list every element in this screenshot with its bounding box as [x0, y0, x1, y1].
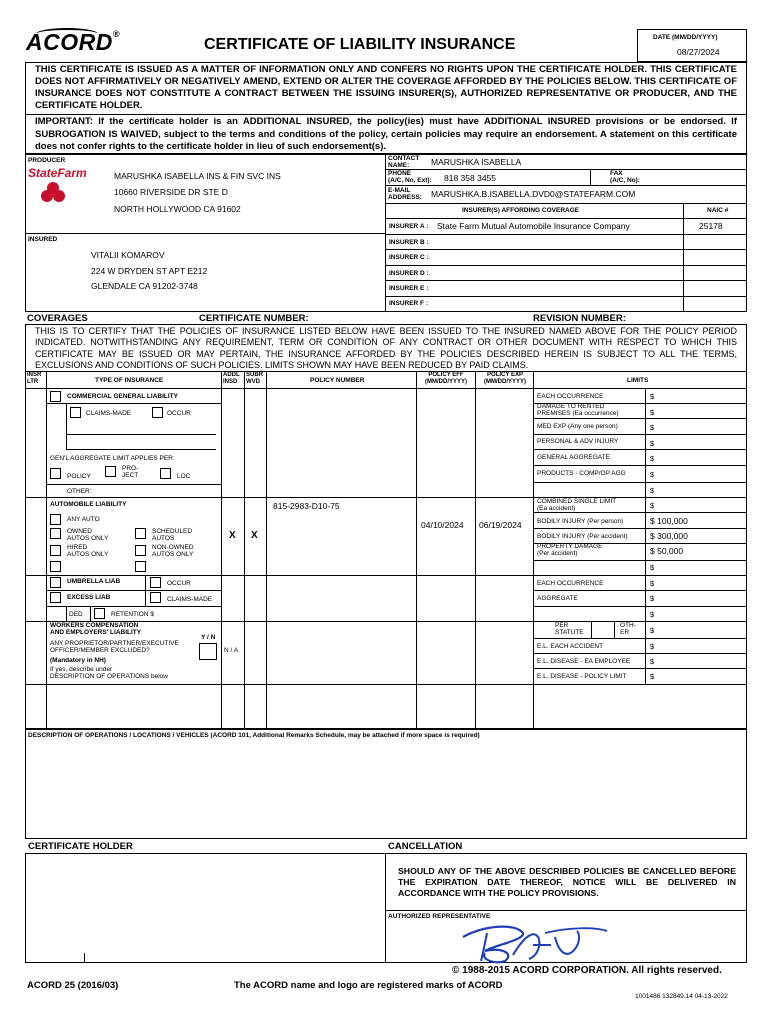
workers-yn-box[interactable]: [199, 643, 217, 660]
retention-checkbox[interactable]: [94, 608, 105, 619]
dollar-sign: $: [650, 610, 655, 619]
auto-addl-insd: X: [229, 530, 236, 541]
authorized-rep-label: AUTHORIZED REPRESENTATIVE: [388, 913, 491, 920]
th-policy-number: POLICY NUMBER: [310, 377, 365, 384]
dollar-sign: $: [650, 454, 655, 463]
dollar-sign: $: [650, 423, 655, 432]
insurer-c-label: INSURER C :: [389, 254, 429, 261]
limit-value-property-damage: $ 50,000: [650, 546, 684, 556]
insured-line2: 224 W DRYDEN ST APT E212: [91, 266, 208, 276]
insurer-e-label: INSURER E :: [389, 285, 429, 292]
coverages-intro: THIS IS TO CERTIFY THAT THE POLICIES OF INSURANCE LISTED BELOW HAVE BEEN ISSUED TO THE INSURED NAMED ABOVE FOR THE POLICY PERIOD INDICATED. NOTWITHSTANDING ANY REQUIREMENT, TERM OR CONDITION OF ANY CONTRACT OR OTHER DOCUMENT WITH RESPECT TO WHICH THIS CERTIFICATE MAY BE ISSUED OR MAY PERTAIN, THE INSURANCE AFFORDED BY THE POLICIES DESCRIBED HEREIN IS SUBJECT TO ALL THE TERMS, EXCLUSIONS AND CONDITIONS OF SUCH POLICIES. LIMITS SHOWN MAY HAVE BEEN REDUCED BY PAID CLAIMS.: [35, 326, 737, 371]
dollar-sign: $: [650, 501, 655, 510]
dollar-sign: $: [650, 579, 655, 588]
umbrella-aggregate: AGGREGATE: [537, 595, 578, 602]
statefarm-brand: StateFarm: [28, 166, 87, 180]
scheduled-autos-checkbox[interactable]: [135, 528, 146, 539]
umbrella-occur: OCCUR: [167, 580, 191, 587]
contact-email: MARUSHKA.B.ISABELLA.DVD0@STATEFARM.COM: [431, 189, 636, 199]
cgl-checkbox[interactable]: [50, 391, 61, 402]
occur-checkbox[interactable]: [152, 407, 163, 418]
notice-text: THIS CERTIFICATE IS ISSUED AS A MATTER OF INFORMATION ONLY AND CONFERS NO RIGHTS UPON THE CERTIFICATE HOLDER. THIS CERTIFICATE DOES NOT AFFIRMATIVELY OR NEGATIVELY AMEND, EXTEND OR ALTER THE COVERAGE AFFORDED BY THE POLICIES BELOW. THIS CERTIFICATE OF INSURANCE DOES NOT CONSTITUTE A CONTRACT BETWEEN THE ISSUING INSURER(S), AUTHORIZED REPRESENTATIVE OR PRODUCER, AND THE CERTIFICATE HOLDER.: [35, 64, 737, 111]
registered-marks: The ACORD name and logo are registered marks of ACORD: [234, 980, 503, 991]
producer-line1: MARUSHKA ISABELLA INS & FIN SVC INS: [114, 171, 281, 181]
limit-damage-rented: DAMAGE TO RENTED PREMISES (Ea occurrence): [537, 403, 619, 417]
limit-combined-single: COMBINED SINGLE LIMIT (Ea accident): [537, 498, 617, 512]
cgl-title: COMMERCIAL GENERAL LIABILITY: [67, 393, 178, 400]
agg-policy: POLICY: [67, 473, 91, 480]
insurer-a-name: State Farm Mutual Automobile Insurance Company: [437, 221, 630, 231]
producer-line2: 10660 RIVERSIDE DR STE D: [114, 187, 228, 197]
th-policy-exp: POLICY EXP (MM/DD/YYYY): [484, 372, 526, 385]
insurer-f-label: INSURER F :: [389, 300, 428, 307]
certificate-number-label: CERTIFICATE NUMBER:: [199, 313, 309, 324]
auto-subr-wvd: X: [251, 530, 258, 541]
umbrella-claims-checkbox[interactable]: [150, 592, 161, 603]
nonowned-autos-checkbox[interactable]: [135, 545, 146, 556]
producer-label: PRODUCER: [28, 157, 66, 164]
contact-name-label: CONTACT NAME:: [388, 155, 420, 169]
agg-project: PRO- JECT: [122, 465, 139, 479]
revision-number-label: REVISION NUMBER:: [533, 313, 626, 324]
limit-property-damage: PROPERTY DAMAGE (Per accident): [537, 543, 603, 557]
umbrella-checkbox[interactable]: [50, 577, 61, 588]
per-statute: PER STATUTE: [555, 622, 584, 636]
oth-er: OTH- ER: [620, 622, 636, 636]
contact-name: MARUSHKA ISABELLA: [431, 157, 522, 167]
workers-title: WORKERS COMPENSATION AND EMPLOYERS' LIABILITY: [50, 622, 142, 636]
insurer-b-label: INSURER B :: [389, 239, 429, 246]
auto-extra-checkbox-1[interactable]: [50, 561, 61, 572]
description-label: DESCRIPTION OF OPERATIONS / LOCATIONS / VEHICLES (ACORD 101, Additional Remarks Schedule, may be attached if more space is required): [28, 732, 480, 739]
insurers-header: INSURER(S) AFFORDING COVERAGE: [462, 207, 580, 214]
important-text: IMPORTANT: If the certificate holder is an ADDITIONAL INSURED, the policy(ies) must have ADDITIONAL INSURED provisions or be endorsed. If SUBROGATION IS WAIVED, subject to the terms and conditions of the policy, certain policies may require an endorsement. A statement on this certificate does not confer rights to the certificate holder in lieu of such endorsement(s).: [35, 116, 737, 152]
insured-line3: GLENDALE CA 91202-3748: [91, 281, 198, 291]
limit-bi-accident: BODILY INJURY (Per accident): [537, 533, 628, 540]
limit-value-bi-accident: $ 300,000: [650, 531, 688, 541]
insurer-a-label: INSURER A :: [389, 223, 429, 230]
insurer-a-naic: 25178: [699, 221, 723, 231]
dollar-sign: $: [650, 563, 655, 572]
insured-label: INSURED: [28, 236, 58, 243]
coverages-label: COVERAGES: [27, 313, 88, 324]
excess-liab: EXCESS LIAB: [67, 594, 111, 601]
th-type: TYPE OF INSURANCE: [95, 377, 164, 384]
limit-personal-adv: PERSONAL & ADV INJURY: [537, 438, 619, 445]
el-each-accident: E.L. EACH ACCIDENT: [537, 643, 604, 650]
limit-med-exp: MED EXP (Any one person): [537, 423, 618, 430]
description-box: [25, 729, 747, 839]
auto-policy-number: 815-2983-D10-75: [273, 501, 340, 511]
hired-autos-checkbox[interactable]: [50, 545, 61, 556]
auto-policy-eff: 04/10/2024: [421, 520, 464, 530]
acord-logo: ACORD®: [26, 29, 120, 55]
cgl-claims-made: CLAIMS-MADE: [86, 410, 132, 417]
statefarm-logo-icon: [40, 181, 66, 203]
insurer-d-label: INSURER D :: [389, 270, 429, 277]
form-number: ACORD 25 (2016/03): [27, 980, 119, 991]
limit-general-aggregate: GENERAL AGGREGATE: [537, 454, 610, 461]
producer-line3: NORTH HOLLYWOOD CA 91602: [114, 204, 241, 214]
naic-label: NAIC #: [707, 207, 729, 214]
footer-code: 1001486 132849.14 04-13-2022: [635, 993, 728, 1000]
el-disease-policy: E.L. DISEASE - POLICY LIMIT: [537, 673, 627, 680]
umbrella-ded: DED: [69, 611, 83, 618]
dollar-sign: $: [650, 626, 655, 635]
owned-autos: OWNED AUTOS ONLY: [67, 528, 109, 542]
limit-each-occurrence: EACH OCCURRENCE: [537, 393, 604, 400]
owned-autos-checkbox[interactable]: [50, 528, 61, 539]
date-value: 08/27/2024: [677, 47, 720, 57]
insured-line1: VITALII KOMAROV: [91, 250, 165, 260]
dollar-sign: $: [650, 392, 655, 401]
contact-fax-label: FAX (A/C, No):: [610, 170, 640, 184]
scheduled-autos: SCHEDULED AUTOS: [152, 528, 193, 542]
nonowned-autos: NON-OWNED AUTOS ONLY: [152, 544, 194, 558]
th-insr-ltr: INSR LTR: [27, 372, 42, 385]
dollar-sign: $: [650, 672, 655, 681]
dollar-sign: $: [650, 594, 655, 603]
certificate-holder-label: CERTIFICATE HOLDER: [28, 841, 133, 852]
th-subr-wvd: SUBR WVD: [246, 372, 264, 385]
gen-agg-label: GEN'L AGGREGATE LIMIT APPLIES PER:: [50, 455, 175, 462]
dollar-sign: $: [650, 470, 655, 479]
th-addl-insd: ADDL INSD: [223, 372, 240, 385]
umbrella-liab: UMBRELLA LIAB: [67, 578, 121, 585]
umbrella-occur-checkbox[interactable]: [150, 577, 161, 588]
workers-mandatory: (Mandatory in NH): [50, 657, 106, 664]
any-auto-checkbox[interactable]: [50, 514, 61, 525]
limit-value-bi-person: $ 100,000: [650, 516, 688, 526]
dollar-sign: $: [650, 657, 655, 666]
form-title: CERTIFICATE OF LIABILITY INSURANCE: [204, 36, 516, 53]
workers-describe: If yes, describe under DESCRIPTION OF OPERATIONS below: [50, 666, 168, 680]
th-limits: LIMITS: [627, 377, 649, 384]
dollar-sign: $: [650, 439, 655, 448]
hired-autos: HIRED AUTOS ONLY: [67, 544, 109, 558]
cgl-occur: OCCUR: [167, 410, 191, 417]
copyright: © 1988-2015 ACORD CORPORATION. All rights reserved.: [452, 965, 722, 976]
agg-other: OTHER:: [67, 488, 92, 495]
auto-title: AUTOMOBILE LIABILITY: [50, 501, 127, 508]
dollar-sign: $: [650, 408, 655, 417]
signature-icon: [455, 915, 615, 965]
workers-na: N / A: [224, 647, 239, 654]
workers-question: ANY PROPRIETOR/PARTNER/EXECUTIVE OFFICER/MEMBER EXCLUDED?: [50, 640, 179, 654]
umbrella-claims-made: CLAIMS-MADE: [167, 596, 213, 603]
agg-policy-checkbox[interactable]: [50, 468, 61, 479]
workers-yn: Y / N: [201, 634, 216, 641]
date-label: DATE (MM/DD/YYYY): [653, 34, 718, 41]
el-disease-employee: E.L. DISEASE - EA EMPLOYEE: [537, 658, 631, 665]
cancellation-label: CANCELLATION: [388, 841, 463, 852]
umbrella-each-occurrence: EACH OCCURRENCE: [537, 580, 604, 587]
auto-extra-checkbox-2[interactable]: [135, 561, 146, 572]
contact-email-label: E-MAIL ADDRESS:: [388, 187, 422, 201]
auto-policy-exp: 06/19/2024: [479, 520, 522, 530]
th-policy-eff: POLICY EFF (MM/DD/YYYY): [425, 372, 467, 385]
agg-project-checkbox[interactable]: [105, 466, 116, 477]
limit-products-comp: PRODUCTS - COMP/OP AGG: [537, 470, 626, 477]
limit-bi-person: BODILY INJURY (Per person): [537, 518, 624, 525]
dollar-sign: $: [650, 486, 655, 495]
claims-made-checkbox[interactable]: [70, 407, 81, 418]
agg-loc-checkbox[interactable]: [160, 468, 171, 479]
acord-logo-swoosh: [36, 28, 98, 40]
excess-checkbox[interactable]: [50, 592, 61, 603]
umbrella-retention: RETENTION $: [111, 611, 154, 618]
contact-phone: 818 358 3455: [444, 173, 496, 183]
contact-phone-label: PHONE (A/C, No, Ext):: [388, 170, 432, 184]
dollar-sign: $: [650, 642, 655, 651]
cancellation-text: SHOULD ANY OF THE ABOVE DESCRIBED POLICIES BE CANCELLED BEFORE THE EXPIRATION DATE THEREOF, NOTICE WILL BE DELIVERED IN ACCORDANCE WITH THE POLICY PROVISIONS.: [398, 866, 736, 899]
any-auto: ANY AUTO: [67, 516, 100, 523]
agg-loc: LOC: [177, 473, 191, 480]
